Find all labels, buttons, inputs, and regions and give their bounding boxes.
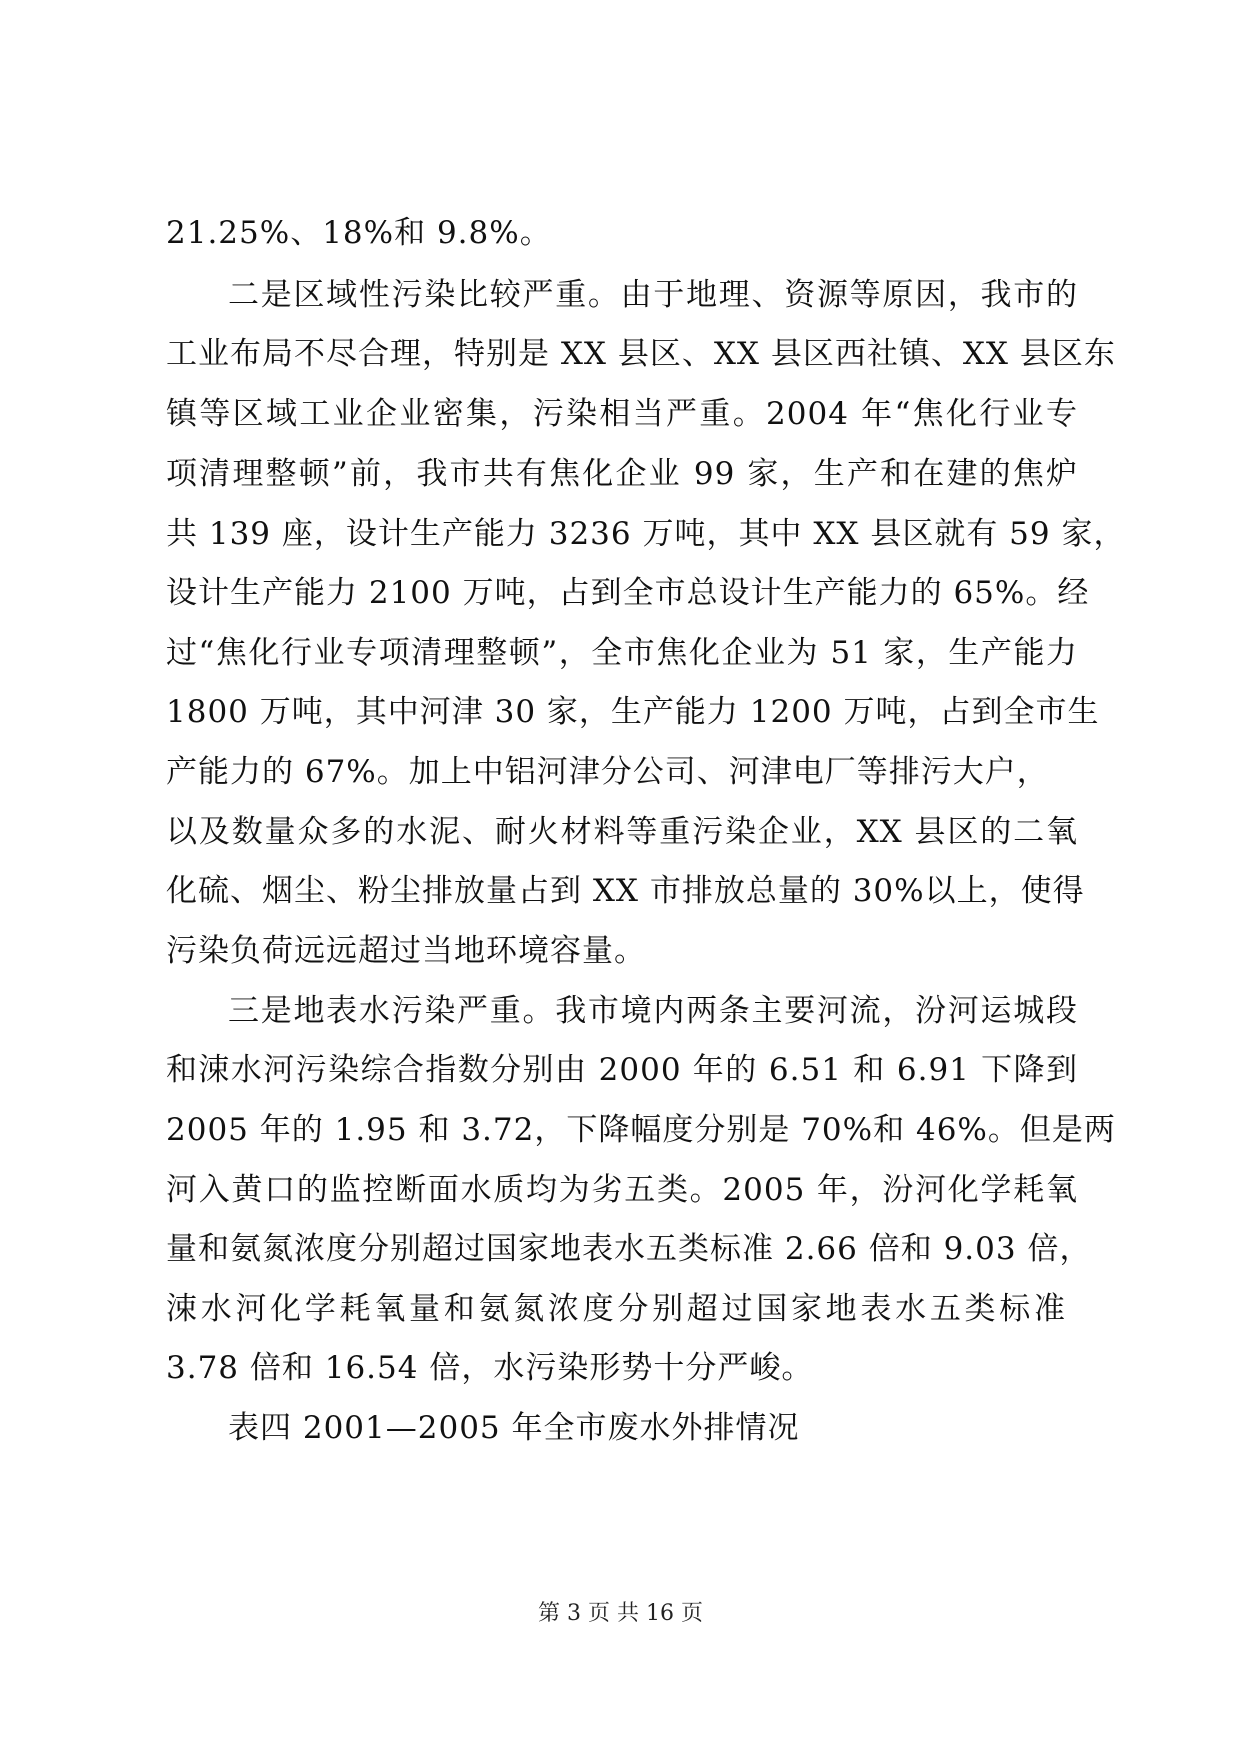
- text-line: 2005 年的 1.95 和 3.72，下降幅度分别是 70%和 46%。但是两: [166, 1112, 1116, 1148]
- text-line: 3.78 倍和 16.54 倍，水污染形势十分严峻。: [166, 1350, 814, 1386]
- text-line: 镇等区域工业企业密集，污染相当严重。2004 年“焦化行业专: [166, 396, 1078, 432]
- text-line: 涑水河化学耗氧量和氨氮浓度分别超过国家地表水五类标准: [166, 1291, 1066, 1327]
- text-line: 21.25%、18%和 9.8%。: [166, 215, 552, 251]
- text-line: 共 139 座，设计生产能力 3236 万吨，其中 XX 县区就有 59 家，: [166, 516, 1126, 552]
- text-line: 工业布局不尽合理，特别是 XX 县区、XX 县区西社镇、XX 县区东: [166, 336, 1116, 372]
- text-line: 过“焦化行业专项清理整顿”，全市焦化企业为 51 家，生产能力: [166, 635, 1078, 671]
- text-line: 设计生产能力 2100 万吨，占到全市总设计生产能力的 65%。经: [166, 575, 1090, 611]
- table-caption: 表四 2001—2005 年全市废水外排情况: [228, 1410, 800, 1446]
- text-line: 量和氨氮浓度分别超过国家地表水五类标准 2.66 倍和 9.03 倍，: [166, 1231, 1092, 1267]
- text-line: 以及数量众多的水泥、耐火材料等重污染企业，XX 县区的二氧: [166, 814, 1078, 850]
- text-line: 项清理整顿”前，我市共有焦化企业 99 家，生产和在建的焦炉: [166, 456, 1078, 492]
- text-line: 1800 万吨，其中河津 30 家，生产能力 1200 万吨，占到全市生: [166, 694, 1100, 730]
- text-line: 化硫、烟尘、粉尘排放量占到 XX 市排放总量的 30%以上，使得: [166, 873, 1085, 909]
- paragraph-start: 二是区域性污染比较严重。由于地理、资源等原因，我市的: [228, 277, 1078, 313]
- text-line: 产能力的 67%。加上中铝河津分公司、河津电厂等排污大户，: [166, 754, 1049, 790]
- paragraph-start: 三是地表水污染严重。我市境内两条主要河流，汾河运城段: [228, 993, 1078, 1029]
- text-line: 和涑水河污染综合指数分别由 2000 年的 6.51 和 6.91 下降到: [166, 1052, 1078, 1088]
- text-line: 河入黄口的监控断面水质均为劣五类。2005 年，汾河化学耗氧: [166, 1172, 1078, 1208]
- text-line: 污染负荷远远超过当地环境容量。: [166, 933, 646, 969]
- page-footer: 第 3 页 共 16 页: [538, 1601, 703, 1626]
